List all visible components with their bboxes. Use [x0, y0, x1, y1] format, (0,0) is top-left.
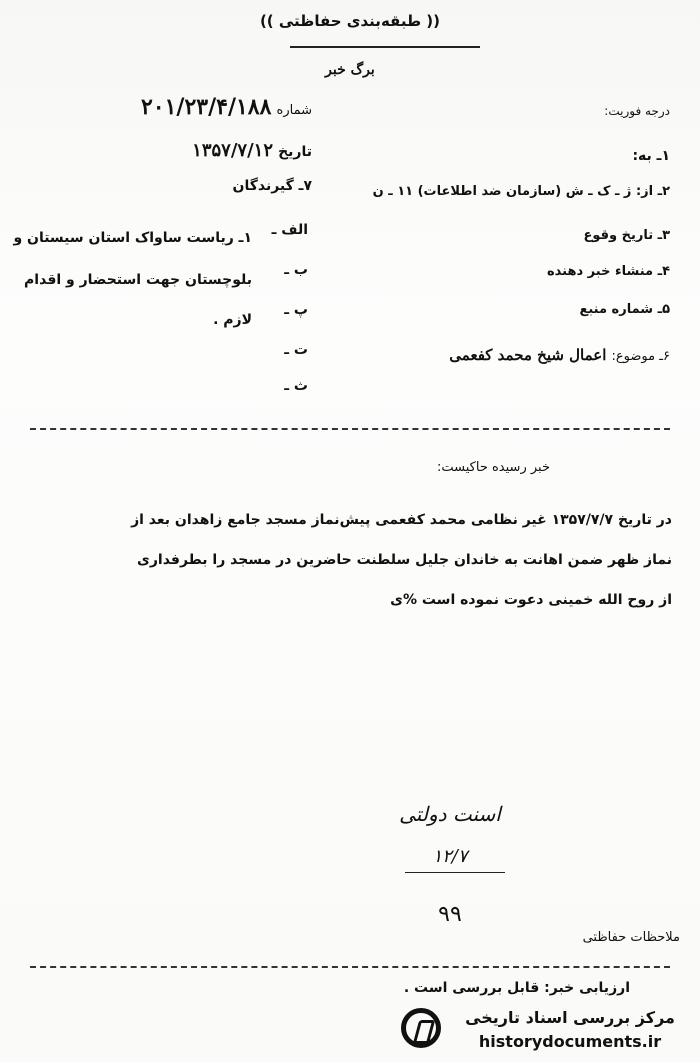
recipient-marker-be: ب ـ [284, 262, 308, 278]
watermark-title: مرکز بررسی اسناد تاریخی [465, 1008, 675, 1027]
body-line-2: نماز ظهر ضمن اهانت به خاندان جلیل سلطنت حاضرین در مسجد را بطرفداری [137, 552, 672, 568]
priority-label: درجه فوریت: [604, 104, 670, 118]
number-label: شماره [276, 103, 312, 118]
archive-logo-icon [401, 1008, 441, 1048]
date-value: ۱۳۵۷/۷/۱۲ [192, 140, 273, 161]
subject-label: ۶ـ موضوع: [611, 349, 670, 364]
archive-watermark [395, 1008, 690, 1058]
footer-divider [30, 966, 670, 968]
body-line-3: از روح الله خمینی دعوت نموده است %ی [390, 592, 672, 608]
report-type-title: برگ خبر [325, 62, 375, 78]
field-source-number: ۵ـ شماره منبع [579, 302, 670, 317]
section-divider [30, 428, 670, 430]
field-to: ۱ـ به: [632, 148, 670, 164]
recipient-marker-te: ت ـ [284, 342, 308, 358]
number-row [100, 94, 312, 120]
subject-value: اعمال شیخ محمد کفعمی [449, 346, 607, 364]
body-intro: خبر رسیده حاکیست: [437, 460, 550, 475]
recipient-marker-se: ث ـ [284, 378, 308, 394]
page-number: ۹۹ [438, 902, 462, 927]
date-label: تاریخ [278, 144, 312, 160]
signature: اسنت دولتی [399, 802, 501, 826]
recipient-marker-alef: الف ـ [271, 222, 308, 238]
security-notes-label: ملاحظات حفاظتی [582, 930, 680, 945]
body-line-1: در تاریخ ۱۳۵۷/۷/۷ غیر نظامی محمد کفعمی پیش‌نماز مسجد جامع زاهدان بعد از [131, 512, 672, 528]
classification-underline [290, 46, 480, 48]
recipient-marker-pe: پ ـ [284, 302, 308, 318]
field-date-of-event: ۳ـ تاریخ وقوع [583, 228, 670, 243]
signature-rule [405, 872, 505, 873]
field-source-origin: ۴ـ منشاء خبر دهنده [546, 264, 670, 279]
date-row [130, 140, 312, 161]
number-value: ۲۰۱/۲۳/۴/۱۸۸ [140, 94, 272, 120]
recipient-line-3: لازم . [213, 312, 252, 328]
signature-date: ۱۲/۷ [432, 846, 468, 867]
evaluation-text: ارزیابی خبر: قابل بررسی است . [403, 980, 630, 996]
recipient-line-2: بلوچستان جهت استحضار و اقدام [24, 272, 252, 288]
recipients-label: ۷ـ گیرندگان [232, 178, 312, 194]
watermark-url: historydocuments.ir [478, 1032, 662, 1051]
recipient-line-1: ۱ـ ریاست ساواک استان سیستان و [13, 230, 252, 246]
field-from: ۲ـ از: ژ ـ ک ـ ش (سازمان ضد اطلاعات) ۱۱ ـ ن [372, 184, 670, 199]
field-subject [330, 345, 670, 364]
classification-label: (( طبقه‌بندی حفاظتی )) [259, 12, 441, 30]
